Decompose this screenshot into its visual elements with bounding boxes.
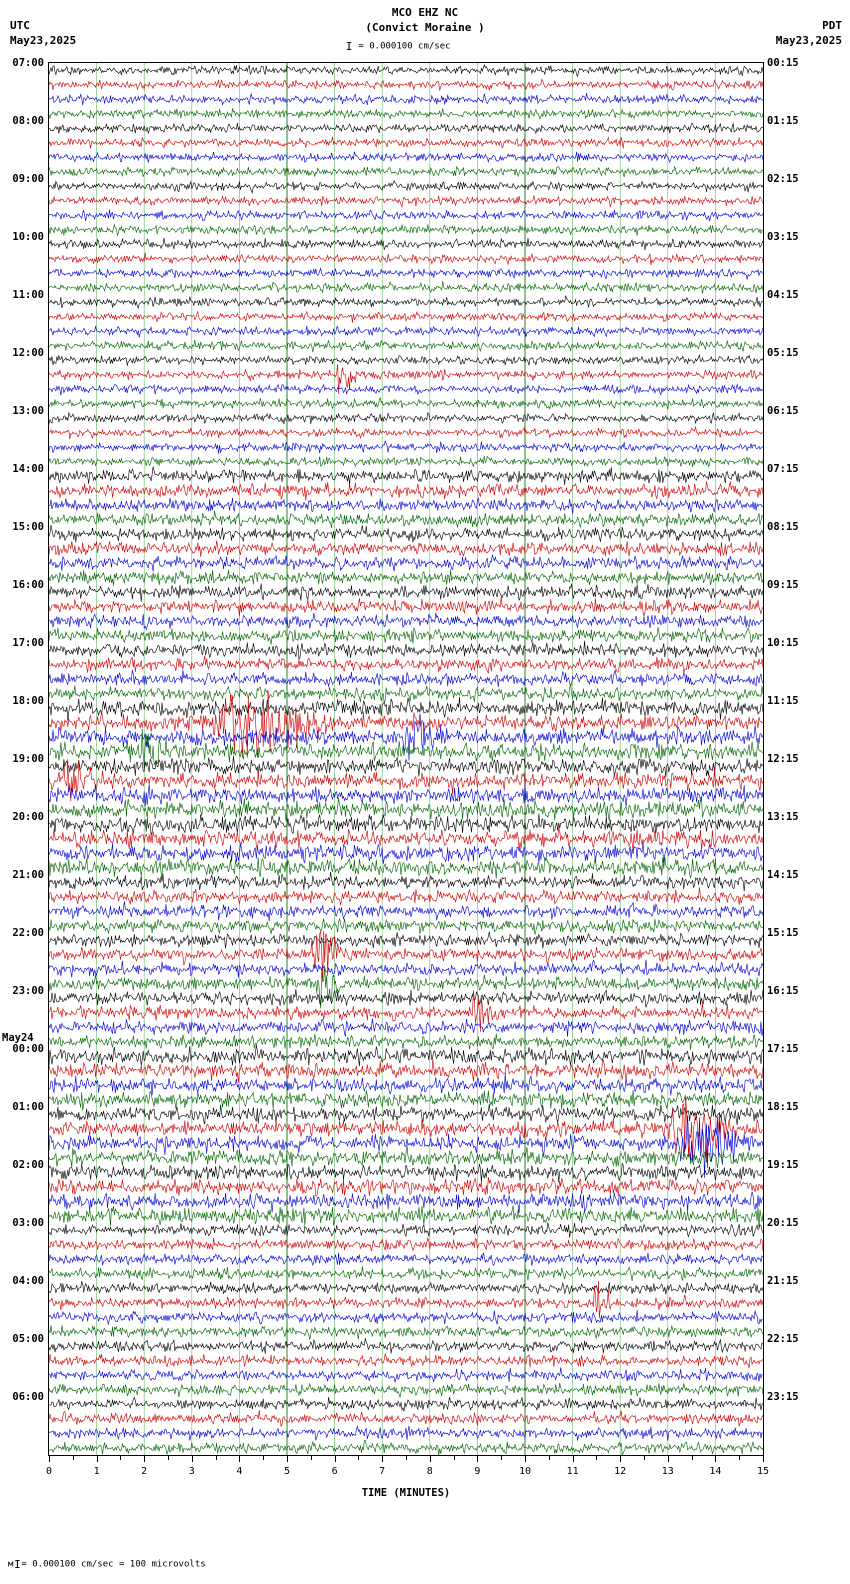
hour-label-utc: 14:00 [12, 463, 44, 475]
trace-row [49, 65, 763, 76]
trace-row [49, 613, 763, 630]
seismogram-canvas [49, 63, 763, 1455]
trace-row [49, 1354, 763, 1368]
trace-row [49, 1034, 763, 1050]
trace-row [49, 931, 763, 982]
hour-label-utc: 04:00 [12, 1275, 44, 1287]
hour-label-utc: 01:00 [12, 1101, 44, 1113]
trace-row [49, 784, 763, 806]
hour-label-utc: 16:00 [12, 579, 44, 591]
x-tick-label: 7 [379, 1466, 386, 1477]
trace-row [49, 691, 763, 758]
trace-row [49, 1115, 763, 1178]
pdt-label: PDT [822, 19, 842, 32]
x-tick-label: 9 [474, 1466, 481, 1477]
day-marker-label: May24 [2, 1032, 34, 1044]
trace-row [49, 481, 763, 500]
trace-row [49, 1222, 763, 1237]
trace-row [49, 714, 763, 761]
x-axis-title: TIME (MINUTES) [361, 1487, 451, 1499]
trace-row [49, 872, 763, 891]
trace-row [49, 253, 763, 265]
trace-row [49, 1090, 763, 1111]
trace-row [49, 1163, 763, 1182]
trace-row [49, 1426, 763, 1441]
x-tick [144, 1456, 145, 1462]
trace-row [49, 224, 763, 236]
x-tick-label: 2 [141, 1466, 148, 1477]
hour-label-pdt: 02:15 [767, 173, 799, 185]
trace-row [49, 1073, 763, 1095]
pdt-date: May23,2025 [775, 34, 842, 47]
trace-row [49, 756, 763, 777]
trace-row [49, 385, 763, 396]
trace-row [49, 195, 763, 207]
trace-row [49, 123, 763, 134]
trace-row [49, 1440, 763, 1455]
hour-label-pdt: 23:15 [767, 1391, 799, 1403]
hour-label-utc: 05:00 [12, 1333, 44, 1345]
trace-row [49, 1383, 763, 1397]
trace-row [49, 684, 763, 703]
hour-label-pdt: 16:15 [767, 985, 799, 997]
station-code: MCO EHZ NC [391, 6, 459, 19]
trace-row [49, 1397, 763, 1411]
trace-row [49, 857, 763, 879]
hour-label-pdt: 19:15 [767, 1159, 799, 1171]
trace-row [49, 355, 763, 366]
trace-row [49, 1238, 763, 1251]
header-right [776, 18, 842, 48]
hour-label-pdt: 06:15 [767, 405, 799, 417]
hour-label-utc: 08:00 [12, 115, 44, 127]
trace-row [49, 1325, 763, 1339]
trace-row [49, 919, 763, 935]
x-minor-tick [73, 1456, 74, 1460]
x-minor-tick [168, 1456, 169, 1460]
hour-label-pdt: 12:15 [767, 753, 799, 765]
hour-label-utc: 13:00 [12, 405, 44, 417]
hour-label-utc: 22:00 [12, 927, 44, 939]
trace-row [49, 108, 763, 119]
trace-row [49, 541, 763, 557]
hour-label-pdt: 03:15 [767, 231, 799, 243]
trace-row [49, 901, 763, 921]
hour-label-pdt: 10:15 [767, 637, 799, 649]
footer-scale [8, 1558, 206, 1571]
x-minor-tick [216, 1456, 217, 1460]
trace-row [49, 1310, 763, 1325]
trace-row [49, 412, 763, 424]
trace-row [49, 268, 763, 279]
trace-row [49, 670, 763, 687]
trace-row [49, 93, 763, 105]
x-tick-label: 12 [614, 1466, 627, 1477]
trace-row [49, 167, 763, 177]
x-axis [45, 1456, 770, 1477]
hour-label-utc: 20:00 [12, 811, 44, 823]
x-tick-label: 5 [283, 1466, 291, 1477]
x-minor-tick [501, 1456, 502, 1460]
x-minor-tick [596, 1456, 597, 1460]
hour-label-utc: 23:00 [12, 985, 44, 997]
hour-label-pdt: 20:15 [767, 1217, 799, 1229]
hour-label-pdt: 21:15 [767, 1275, 799, 1287]
footer-bar-icon: I [14, 1558, 21, 1571]
trace-row [49, 797, 763, 821]
x-tick-label: 8 [426, 1466, 433, 1477]
trace-row [49, 281, 763, 294]
x-tick-label: 3 [188, 1466, 195, 1477]
x-tick-label: 14 [709, 1466, 722, 1477]
hour-label-utc: 19:00 [12, 753, 44, 765]
hour-label-utc: 03:00 [12, 1217, 44, 1229]
trace-row [49, 814, 763, 836]
x-tick [430, 1456, 431, 1462]
x-minor-tick [644, 1456, 645, 1460]
x-tick [525, 1456, 526, 1462]
trace-row [49, 1282, 763, 1295]
x-tick [335, 1456, 336, 1462]
trace-row [49, 456, 763, 467]
x-tick-label: 11 [566, 1466, 579, 1477]
footer-text: = 0.000100 cm/sec = 100 microvolts [21, 1559, 206, 1570]
x-tick [668, 1456, 669, 1462]
x-tick [620, 1456, 621, 1462]
trace-row [49, 656, 763, 674]
trace-row [49, 1368, 763, 1383]
hour-label-pdt: 11:15 [767, 695, 799, 707]
trace-row [49, 1338, 763, 1354]
hour-label-pdt: 04:15 [767, 289, 799, 301]
hour-label-pdt: 07:15 [767, 463, 799, 475]
trace-row [49, 697, 763, 721]
x-tick-label: 15 [756, 1466, 770, 1477]
trace-row [49, 326, 763, 338]
hour-label-pdt: 05:15 [767, 347, 799, 359]
trace-row [49, 570, 763, 586]
hour-label-utc: 02:00 [12, 1159, 44, 1171]
x-minor-tick [549, 1456, 550, 1460]
trace-row [49, 467, 763, 485]
footer-prefix: м [8, 1559, 14, 1570]
x-tick-label: 6 [331, 1466, 338, 1477]
x-tick-label: 13 [661, 1466, 674, 1477]
x-tick [382, 1456, 383, 1462]
trace-row [49, 427, 763, 440]
trace-row [49, 1281, 763, 1318]
trace-row [49, 887, 763, 905]
scale-legend-text: = 0.000100 cm/sec [358, 41, 451, 52]
x-minor-tick [739, 1456, 740, 1460]
trace-row [49, 397, 763, 409]
scale-bar-icon: I [345, 40, 353, 53]
x-tick-label: 0 [45, 1466, 53, 1477]
hour-label-utc: 10:00 [12, 231, 44, 243]
trace-row [49, 627, 763, 644]
trace-row [49, 1266, 763, 1281]
trace-row [49, 597, 763, 617]
hour-label-pdt: 09:15 [767, 579, 799, 591]
trace-row [49, 1177, 763, 1196]
utc-label: UTC [10, 19, 30, 32]
trace-row [49, 1018, 763, 1036]
x-minor-tick [311, 1456, 312, 1460]
hour-label-pdt: 22:15 [767, 1333, 799, 1345]
trace-row [49, 1410, 763, 1426]
hour-label-pdt: 17:15 [767, 1043, 799, 1055]
trace-row [49, 1253, 763, 1266]
x-minor-tick [454, 1456, 455, 1460]
x-minor-tick [120, 1456, 121, 1460]
hour-label-utc: 15:00 [12, 521, 44, 533]
hour-label-utc: 07:00 [12, 57, 44, 69]
trace-row [49, 137, 763, 149]
trace-row [49, 555, 763, 572]
x-tick [715, 1456, 716, 1462]
x-tick [573, 1456, 574, 1462]
hour-label-pdt: 01:15 [767, 115, 799, 127]
trace-row [49, 79, 763, 90]
x-tick-label: 10 [518, 1466, 532, 1477]
trace-row [49, 296, 763, 308]
station-name: (Convict Moraine ) [365, 21, 485, 34]
x-tick [49, 1456, 50, 1462]
trace-row [49, 152, 763, 163]
x-tick [763, 1456, 764, 1462]
trace-row [49, 511, 763, 528]
trace-row [49, 584, 763, 602]
trace-row [49, 1104, 763, 1125]
x-tick-label: 1 [93, 1466, 100, 1477]
x-minor-tick [358, 1456, 359, 1460]
hour-label-pdt: 08:15 [767, 521, 799, 533]
trace-row [49, 210, 763, 222]
trace-row [49, 1045, 763, 1067]
trace-row [49, 312, 763, 323]
x-tick [192, 1456, 193, 1462]
hour-label-pdt: 18:15 [767, 1101, 799, 1113]
x-tick [97, 1456, 98, 1462]
trace-row [49, 525, 763, 542]
hour-label-utc: 18:00 [12, 695, 44, 707]
trace-row [49, 238, 763, 250]
trace-row [49, 441, 763, 454]
trace-row [49, 340, 763, 352]
trace-row [49, 1192, 763, 1213]
hour-label-utc: 17:00 [12, 637, 44, 649]
seismogram-plot [48, 62, 764, 1456]
hour-label-utc: 11:00 [12, 289, 44, 301]
hour-label-pdt: 00:15 [767, 57, 799, 69]
hour-label-pdt: 13:15 [767, 811, 799, 823]
trace-row [49, 181, 763, 193]
x-minor-tick [263, 1456, 264, 1460]
x-minor-tick [406, 1456, 407, 1460]
hour-label-utc: 21:00 [12, 869, 44, 881]
trace-row [49, 932, 763, 949]
hour-label-utc: 09:00 [12, 173, 44, 185]
hour-label-utc: 06:00 [12, 1391, 44, 1403]
hour-label-utc: 12:00 [12, 347, 44, 359]
hour-label-pdt: 14:15 [767, 869, 799, 881]
x-tick [477, 1456, 478, 1462]
trace-row [49, 641, 763, 659]
hour-label-pdt: 15:15 [767, 927, 799, 939]
trace-row [49, 498, 763, 514]
trace-row [49, 960, 763, 978]
x-tick [239, 1456, 240, 1462]
x-minor-tick [692, 1456, 693, 1460]
header-center [0, 5, 850, 35]
x-tick-label: 4 [236, 1466, 243, 1477]
scale-legend [345, 40, 451, 53]
trace-row [49, 1206, 763, 1229]
trace-row [49, 989, 763, 1007]
hour-label-utc: 00:00 [12, 1043, 44, 1055]
x-tick [287, 1456, 288, 1462]
utc-date: May23,2025 [10, 34, 77, 47]
